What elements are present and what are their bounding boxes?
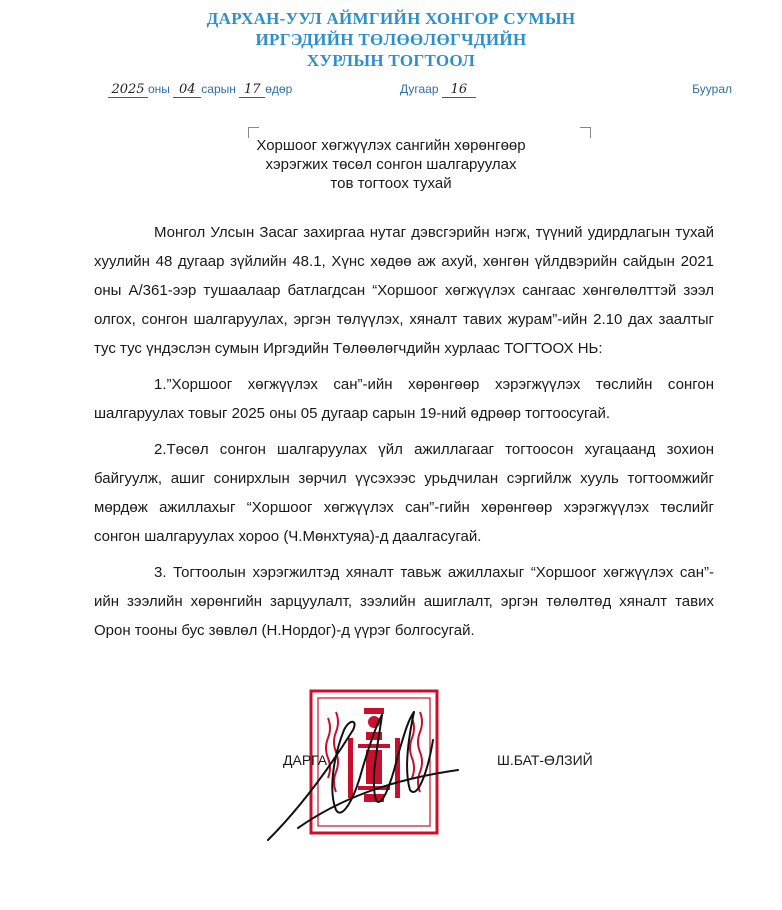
resolution-item-3: 3. Тогтоолын хэрэгжилтэд хяналт тавьж ажиллахыг “Хоршоог хөгжүүлэх сан”-ийн зээлийн хөрөнгийн зарцуулалт, зээлийн ашиглалт, эргэн төлөлтөд хяналт тавих Орон тооны бус зөвлөл (Н.Нордог)-д үүрэг болгосугай. — [94, 564, 714, 639]
number-label: Дугаар — [400, 82, 439, 96]
day-value: 17 — [239, 82, 265, 98]
header-line-1: ДАРХАН-УУЛ АЙМГИЙН ХОНГОР СУМЫН — [206, 9, 576, 28]
number-line — [400, 82, 476, 98]
month-value: 04 — [173, 82, 201, 98]
handwritten-signature — [258, 700, 468, 850]
title-line-2: хэрэгжих төсөл сонгон шалгаруулах — [265, 156, 517, 173]
intro-paragraph: Монгол Улсын Засаг захиргаа нутаг дэвсгэрийн нэгж, түүний удирдлагын тухай хуулийн 48 дугаар зүйлийн 48.1, Хүнс хөдөө аж ахуй, хөнгөн үйлдвэрийн сайдын 2021 оны А/361-ээр тушаалаар батлагдсан “Хоршоог хөгжүүлэх сангаас хөнгөлөлттэй зээл олгох, сонгон шалгаруулах, эргэн төлүүлэх, хяналт тавих журам”-ийн 2.10 дах заалтыг тус тус үндэслэн сумын Иргэдийн Төлөөлөгчдийн хурлаас ТОГТООХ НЬ: — [94, 224, 714, 357]
header-line-2: ИРГЭДИЙН ТӨЛӨӨЛӨГЧДИЙН — [255, 30, 527, 49]
document-body — [94, 218, 714, 652]
document-title — [0, 136, 782, 193]
document-meta — [0, 82, 782, 102]
signer-name: Ш.БАТ-ӨЛЗИЙ — [497, 752, 593, 768]
header-line-3: ХУРЛЫН ТОГТООЛ — [306, 51, 476, 70]
title-line-3: тов тогтоох тухай — [330, 175, 452, 192]
year-suffix: оны — [148, 82, 170, 96]
resolution-item-2: 2.Төсөл сонгон шалгаруулах үйл ажиллагааг тогтоосон хугацаанд зохион байгуулж, ашиг сонирхлын зөрчил үүсэхээс урьдчилан сэргийлж хууль тогтоомжийг мөрдөж ажиллахыг “Хоршоог хөгжүүлэх сан”-гийн хөрөнгөөр хэрэгжүүлэх төслийг сонгон шалгаруулах хороо (Ч.Мөнхтуяа)-д даалгасугай. — [94, 441, 714, 545]
signer-role: ДАРГА — [283, 752, 328, 768]
day-suffix: өдөр — [265, 82, 293, 96]
month-suffix: сарын — [201, 82, 236, 96]
year-value: 2025 — [108, 82, 148, 98]
document-header — [0, 8, 782, 71]
place: Буурал — [692, 82, 732, 96]
number-value: 16 — [442, 82, 476, 98]
resolution-item-1: 1.”Хоршоог хөгжүүлэх сан”-ийн хөрөнгөөр хэрэгжүүлэх төслийн сонгон шалгаруулах товыг 2025 оны 05 дугаар сарын 19-ний өдрөөр тогтоосугай. — [94, 376, 714, 422]
date-line — [108, 82, 292, 98]
title-line-1: Хоршоог хөгжүүлэх сангийн хөрөнгөөр — [256, 137, 526, 154]
